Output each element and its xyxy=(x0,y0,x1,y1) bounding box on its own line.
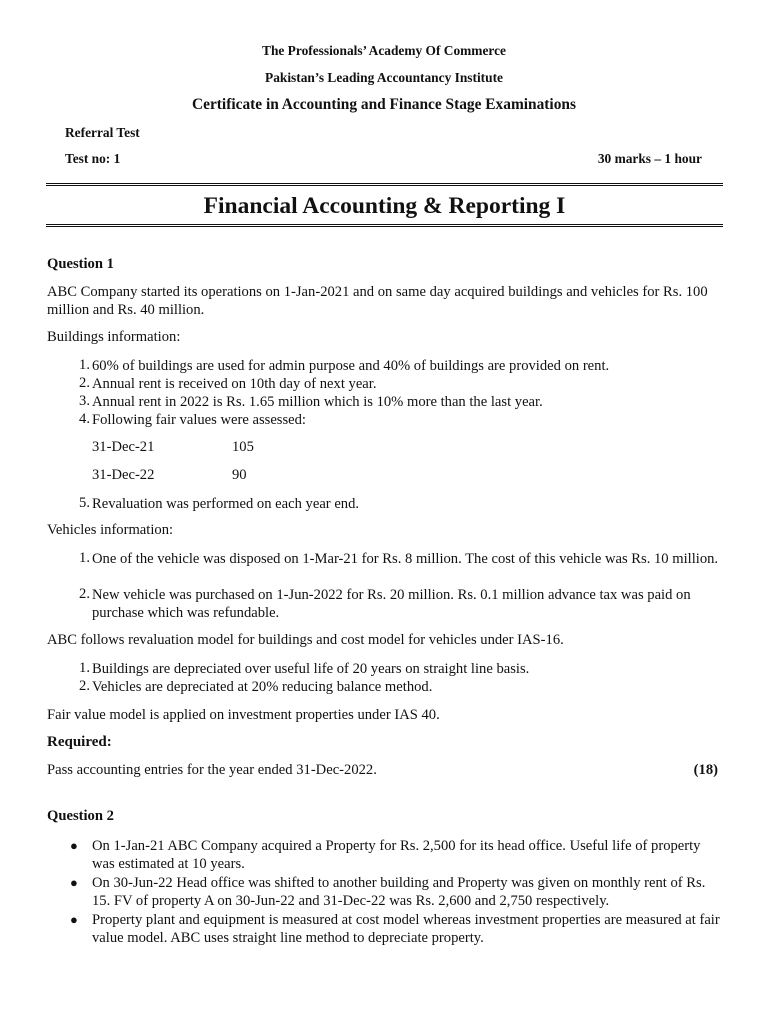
bullet-icon: ● xyxy=(70,875,78,890)
list-number: 1. xyxy=(79,550,90,566)
list-item: One of the vehicle was disposed on 1-Mar-21 for Rs. 8 million. The cost of this vehicle was Rs. 10 million. xyxy=(92,551,719,567)
test-number: Test no: 1 xyxy=(65,151,121,166)
list-item: Vehicles are depreciated at 20% reducing balance method. xyxy=(92,679,433,695)
test-marks-duration: 30 marks – 1 hour xyxy=(597,151,702,166)
list-item: Buildings are depreciated over useful life of 20 years on straight line basis. xyxy=(92,661,530,677)
list-number: 2. xyxy=(79,678,90,694)
list-number: 1. xyxy=(79,660,90,676)
fair-value-date: 31-Dec-21 xyxy=(92,439,155,455)
fair-value-amount: 105 xyxy=(232,439,254,455)
list-number: 2. xyxy=(79,586,90,602)
subject-title: Financial Accounting & Reporting I xyxy=(203,193,566,219)
required-text: Pass accounting entries for the year ended 31-Dec-2022. xyxy=(47,762,377,778)
fair-value-statement: Fair value model is applied on investment properties under IAS 40. xyxy=(47,707,440,723)
list-item: Annual rent is received on 10th day of next year. xyxy=(92,376,377,392)
list-item: Following fair values were assessed: xyxy=(92,412,306,428)
bullet-icon: ● xyxy=(70,912,78,927)
bullet-item: On 1-Jan-21 ABC Company acquired a Property for Rs. 2,500 for its head office. Useful life of property was estimated at 10 years. xyxy=(92,838,701,872)
fair-value-amount: 90 xyxy=(232,467,247,483)
list-item: New vehicle was purchased on 1-Jun-2022 for Rs. 20 million. Rs. 0.1 million advance tax was paid on purchase which was refundable. xyxy=(92,587,691,621)
certificate-title: Certificate in Accounting and Finance Stage Examinations xyxy=(192,96,576,113)
question-1-marks: (18) xyxy=(693,762,718,778)
subject-title-box xyxy=(46,183,723,227)
list-number: 5. xyxy=(79,495,90,511)
question-1-heading: Question 1 xyxy=(47,256,114,272)
question-1-intro: ABC Company started its operations on 1-Jan-2021 and on same day acquired buildings and vehicles for Rs. 100 million and Rs. 40 million. xyxy=(47,284,708,318)
list-number: 4. xyxy=(79,411,90,427)
list-item: Revaluation was performed on each year end. xyxy=(92,496,360,512)
vehicles-heading: Vehicles information: xyxy=(47,522,174,538)
required-heading: Required: xyxy=(47,734,112,750)
buildings-heading: Buildings information: xyxy=(47,329,181,345)
bullet-item: On 30-Jun-22 Head office was shifted to another building and Property was given on monthly rent of Rs. 15. FV of property A on 30-Jun-22 and 31-Dec-22 was Rs. 2,600 and 2,750 respectively. xyxy=(92,875,706,909)
list-item: 60% of buildings are used for admin purpose and 40% of buildings are provided on rent. xyxy=(92,358,610,374)
bullet-item: Property plant and equipment is measured at cost model whereas investment properties are measured at fair value model. ABC uses straight line method to depreciate property. xyxy=(92,912,720,946)
referral-label: Referral Test xyxy=(65,125,140,140)
list-number: 1. xyxy=(79,357,90,373)
model-statement: ABC follows revaluation model for buildings and cost model for vehicles under IAS-16. xyxy=(47,632,564,648)
list-number: 2. xyxy=(79,375,90,391)
question-2-heading: Question 2 xyxy=(47,808,114,824)
bullet-icon: ● xyxy=(70,838,78,853)
fair-value-date: 31-Dec-22 xyxy=(92,467,155,483)
academy-name: The Professionals’ Academy Of Commerce xyxy=(262,43,506,58)
academy-tagline: Pakistan’s Leading Accountancy Institute xyxy=(265,70,503,85)
list-number: 3. xyxy=(79,393,90,409)
list-item: Annual rent in 2022 is Rs. 1.65 million which is 10% more than the last year. xyxy=(92,394,543,410)
